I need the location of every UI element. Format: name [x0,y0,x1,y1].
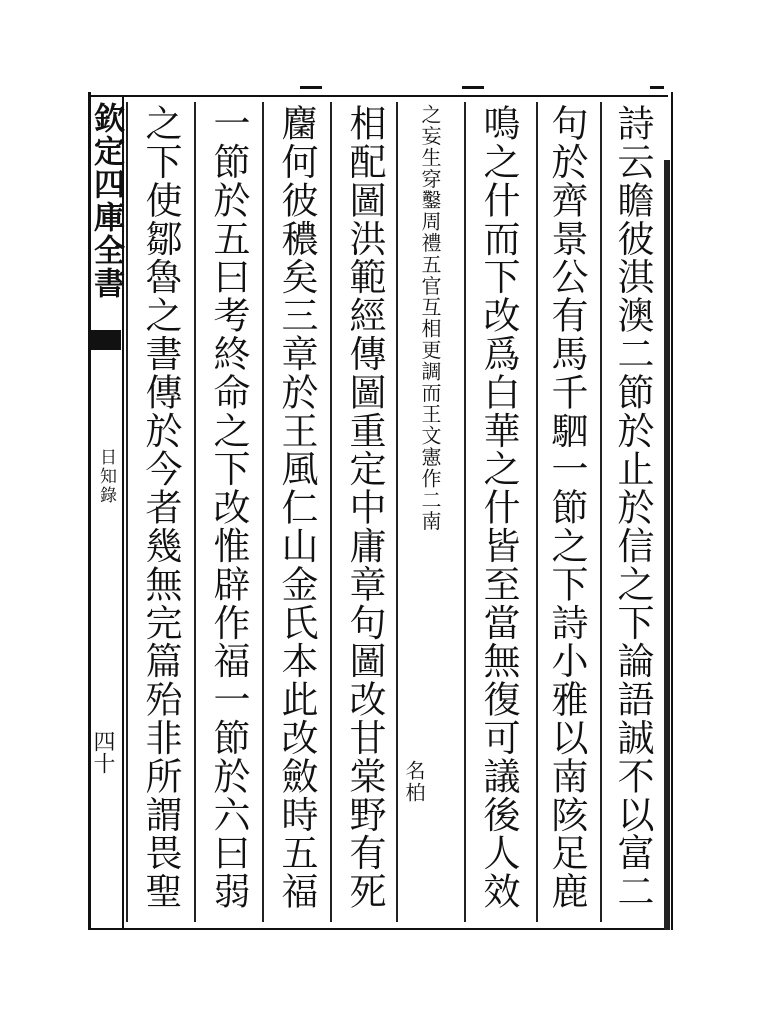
top-mark [300,86,322,89]
top-border [88,95,668,97]
text-column-7: 一節於五曰考終命之下改惟辟作福一節於六曰弱 [207,104,250,911]
fish-tail-mark [89,330,121,350]
text-column-3: 鳴之什而下改爲白華之什皆至當無復可議後人效 [477,104,520,911]
interlinear-note: 名柏 [402,760,426,804]
work-title: 日知錄 [96,448,116,505]
text-column-6: 麕何彼穠矣三章於王風仁山金氏本此改斂時五福 [275,104,318,911]
page-number: 四十 [90,730,115,774]
bottom-border [88,928,668,930]
text-column-2: 句於齊景公有馬千駟一節之下詩小雅以南陔足鹿 [545,104,588,911]
text-column-5: 相配圖洪範經傳圖重定中庸章句圖改甘棠野有死 [343,104,386,911]
text-column-4: 之妄生穿鑿周禮五官互相更調而王文憲作二南 [418,104,442,532]
top-mark [650,86,664,89]
text-column-1: 詩云瞻彼淇澳二節於止於信之下論語誠不以富二 [611,104,654,911]
book-title: 欽定四庫全書 [88,102,124,300]
text-column-8: 之下使鄒魯之書傳於今者幾無完篇殆非所謂畏聖 [139,104,182,911]
top-mark [462,86,484,89]
